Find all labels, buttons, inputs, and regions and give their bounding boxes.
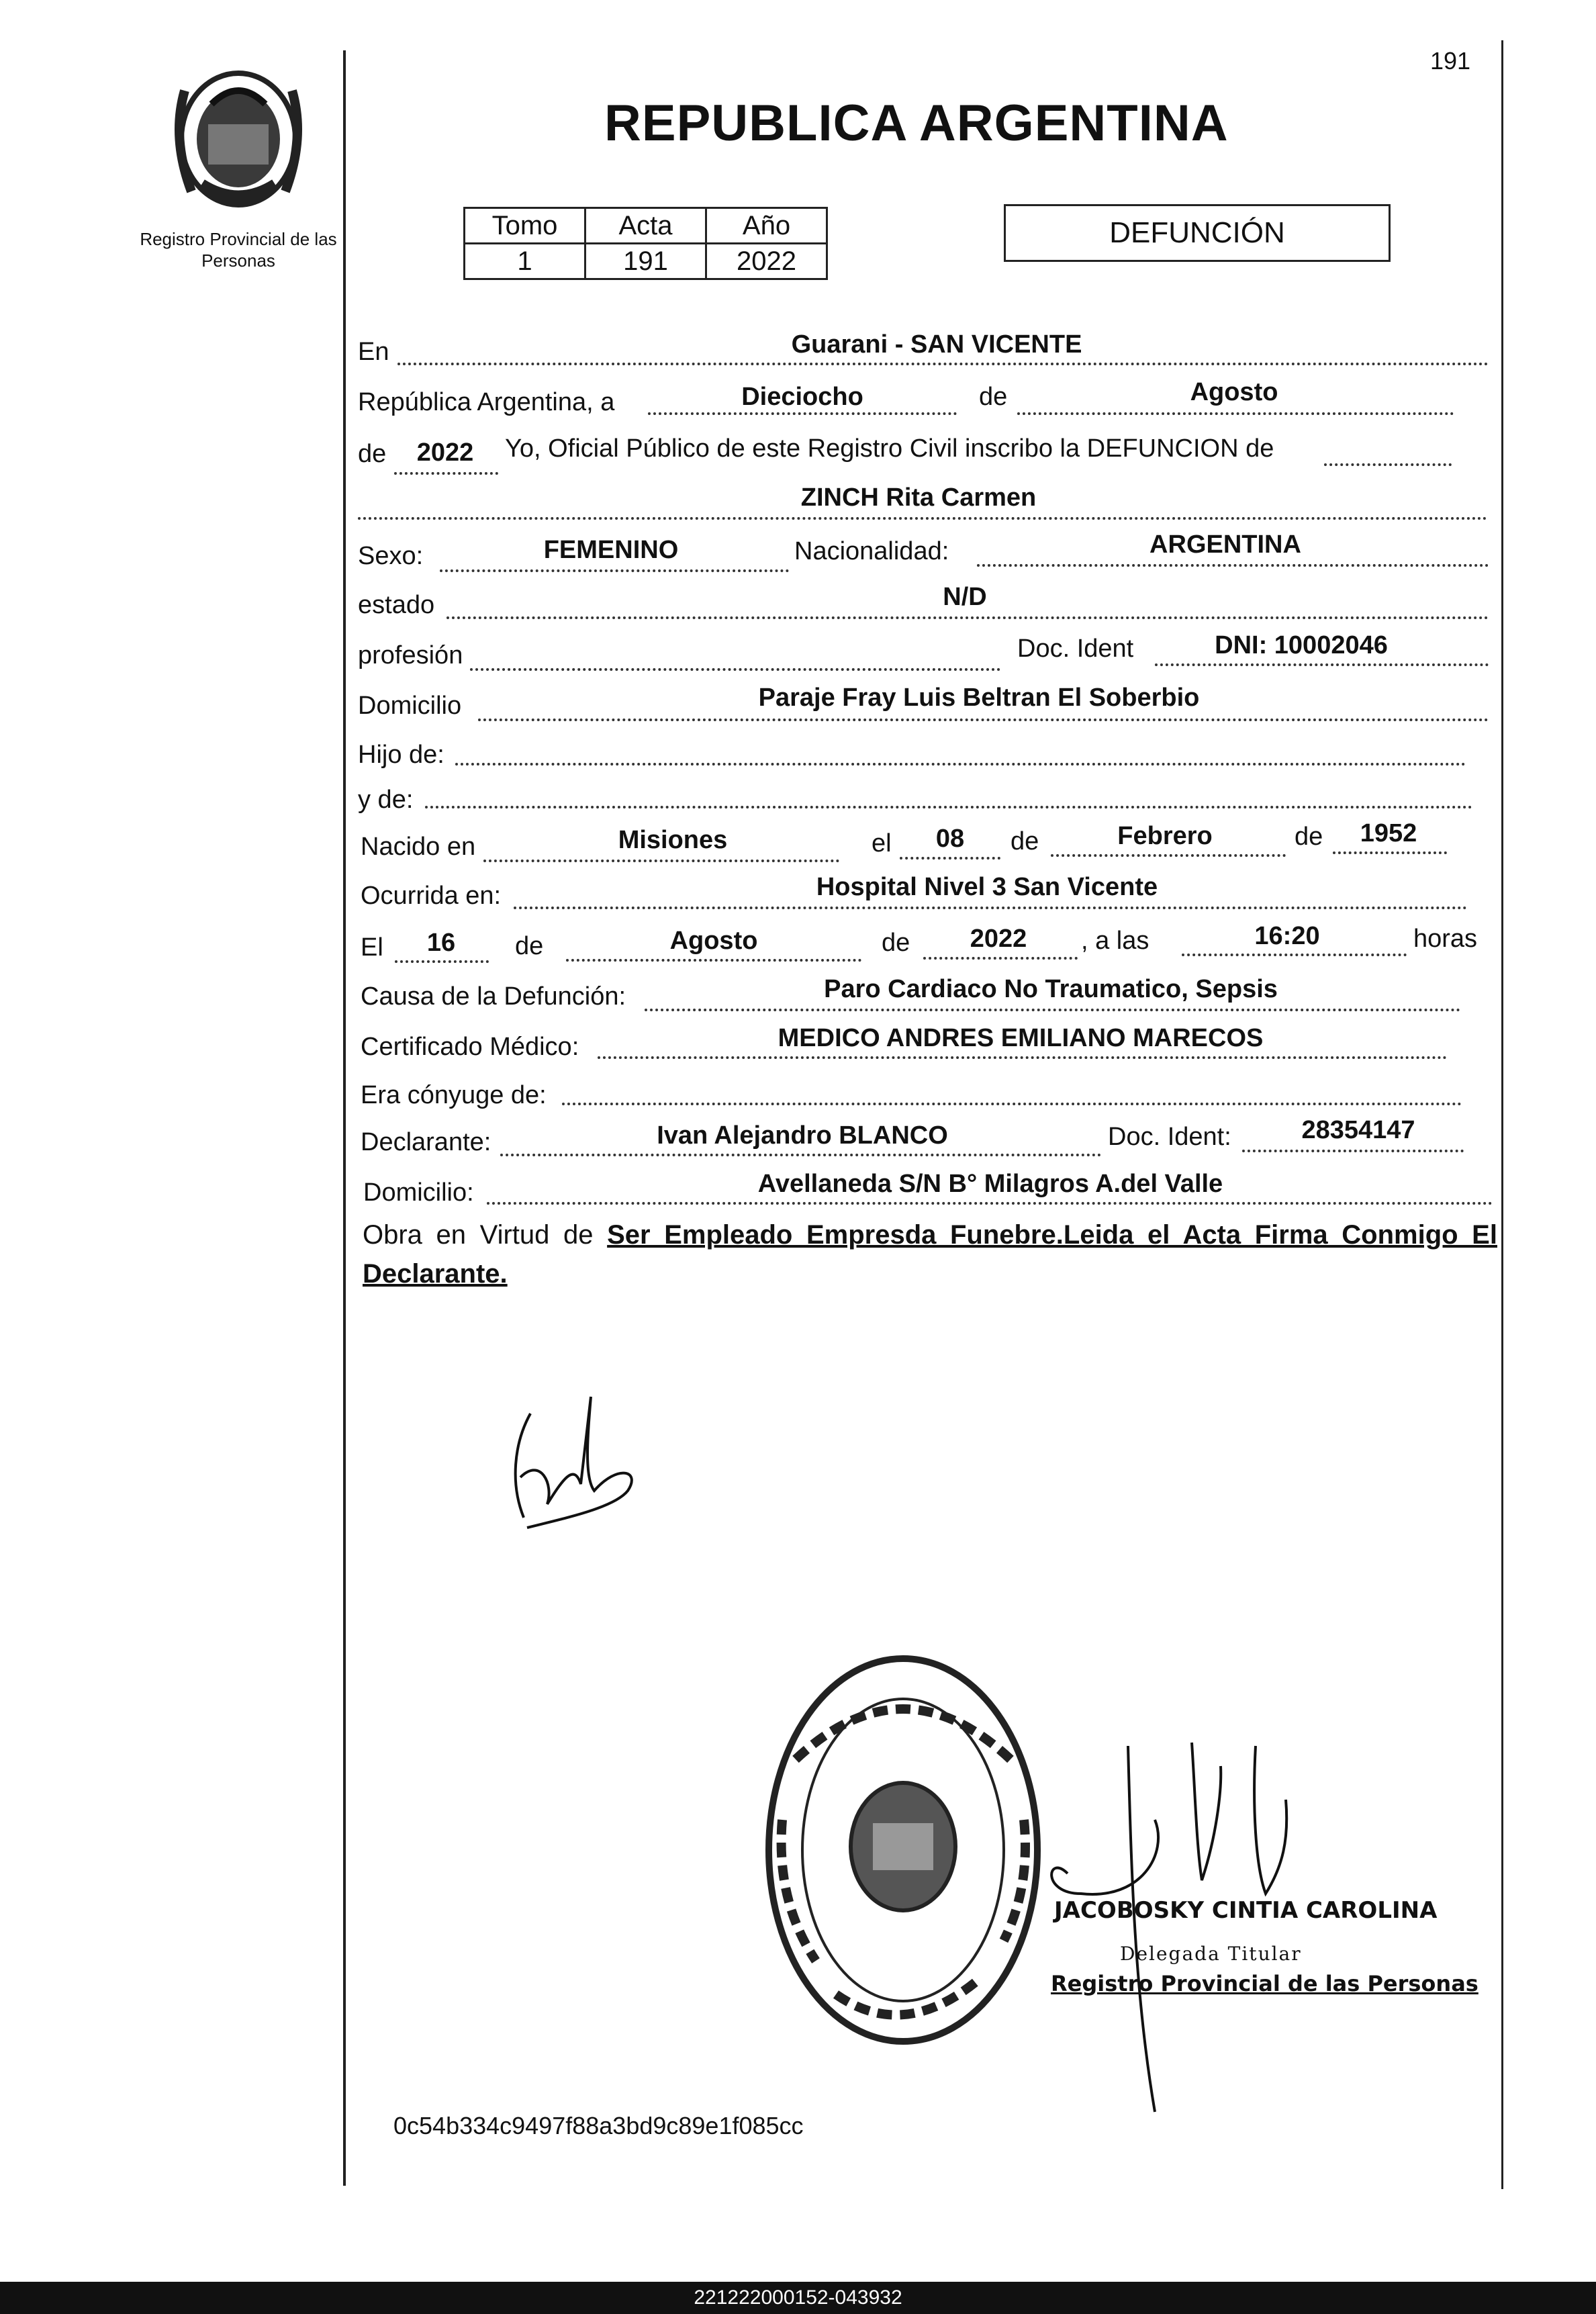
label-nacido-en: Nacido en [361, 833, 476, 861]
value-nacimiento-lugar: Misiones [618, 826, 728, 854]
line-domicilio [478, 719, 1489, 721]
label-declarante-doc: Doc. Ident: [1108, 1123, 1231, 1151]
value-nacimiento-dia: 08 [935, 825, 965, 853]
label-domicilio: Domicilio [358, 692, 462, 720]
line-profesion [470, 668, 1000, 671]
col-acta-header: Acta [585, 208, 706, 244]
value-nacionalidad: ARGENTINA [1149, 530, 1301, 559]
label-de-2: de [358, 440, 387, 468]
line-fallecimiento-anio [923, 957, 1078, 960]
line-declarante-doc [1242, 1150, 1464, 1152]
line-doc-ident [1155, 663, 1489, 666]
label-declarante-domicilio: Domicilio: [363, 1178, 474, 1207]
value-anio: 2022 [416, 438, 474, 467]
official-name: JACOBOSKY CINTIA CAROLINA [1054, 1897, 1438, 1924]
line-certificado [598, 1056, 1447, 1059]
label-yo-oficial: Yo, Oficial Público de este Registro Civil inscribo la DEFUNCION de [505, 434, 1274, 463]
acta-value: 191 [585, 244, 706, 279]
line-nacimiento-mes [1051, 854, 1286, 857]
line-causa [645, 1009, 1460, 1011]
line-dia [648, 412, 957, 415]
line-nacionalidad [977, 564, 1489, 567]
page-number: 191 [1430, 47, 1471, 75]
declarant-signature [500, 1383, 655, 1538]
registry-seal [755, 1645, 1051, 2055]
line-fallecimiento-dia [395, 960, 489, 963]
line-nacimiento-dia [900, 857, 1000, 860]
value-declarante-domicilio: Avellaneda S/N B° Milagros A.del Valle [757, 1170, 1223, 1198]
document-hash: 0c54b334c9497f88a3bd9c89e1f085cc [393, 2112, 804, 2139]
value-ocurrida-en: Hospital Nivel 3 San Vicente [816, 873, 1158, 901]
line-hijo-de [455, 763, 1466, 766]
value-dia: Dieciocho [741, 383, 863, 411]
value-estado: N/D [943, 583, 987, 611]
label-a-las: , a las [1081, 927, 1149, 955]
line-yo-end [1324, 463, 1452, 466]
label-hijo-de: Hijo de: [358, 741, 444, 769]
value-domicilio: Paraje Fray Luis Beltran El Soberbio [758, 684, 1200, 712]
value-certificado: MEDICO ANDRES EMILIANO MARECOS [778, 1024, 1264, 1052]
anio-value: 2022 [706, 244, 827, 279]
line-y-de [425, 806, 1472, 808]
official-registry: Registro Provincial de las Personas [1051, 1971, 1478, 1996]
line-nacimiento-lugar [483, 860, 839, 862]
label-de-1: de [979, 383, 1008, 411]
official-signature [1041, 1739, 1343, 2115]
line-anio [394, 472, 498, 475]
col-tomo-header: Tomo [465, 208, 585, 244]
provincia-misiones-crest-icon [165, 64, 312, 215]
label-y-de: y de: [358, 786, 414, 814]
label-el-nac: el [872, 829, 892, 858]
tomo-value: 1 [465, 244, 585, 279]
record-type-box: DEFUNCIÓN [1004, 204, 1391, 262]
label-doc-ident: Doc. Ident [1017, 635, 1134, 663]
value-lugar: Guarani - SAN VICENTE [791, 330, 1082, 359]
line-ocurrida-en [514, 907, 1467, 909]
tomo-acta-table [463, 207, 828, 280]
line-nacimiento-anio [1333, 851, 1447, 854]
label-profesion: profesión [358, 641, 463, 669]
value-hora: 16:20 [1254, 922, 1320, 950]
left-border-line [343, 50, 346, 2186]
label-estado: estado [358, 591, 435, 619]
value-causa: Paro Cardiaco No Traumatico, Sepsis [824, 975, 1278, 1003]
label-de-fall-1: de [515, 932, 544, 960]
line-declarante [500, 1154, 1101, 1156]
line-declarante-domicilio [487, 1202, 1493, 1205]
label-de-nac-2: de [1295, 823, 1323, 851]
line-en [397, 363, 1489, 365]
label-nacionalidad: Nacionalidad: [794, 537, 949, 565]
value-obra-en-virtud: Ser Empleado Empresda Funebre.Leida el Acta Firma Conmigo El Declarante. [363, 1220, 1497, 1289]
label-conyuge: Era cónyuge de: [361, 1081, 547, 1109]
value-nacimiento-anio: 1952 [1360, 819, 1417, 847]
document-title: REPUBLICA ARGENTINA [604, 95, 1229, 152]
value-declarante: Ivan Alejandro BLANCO [657, 1121, 948, 1150]
obra-en-virtud-paragraph [363, 1215, 1497, 1293]
value-fallecido: ZINCH Rita Carmen [800, 483, 1037, 512]
label-obra-en-virtud: Obra en Virtud de [363, 1220, 594, 1250]
footer-code-bar: 221222000152-043932 [0, 2282, 1596, 2314]
label-republica-a: República Argentina, a [358, 388, 615, 416]
registry-label: Registro Provincial de las Personas [140, 229, 337, 271]
value-documento: DNI: 10002046 [1215, 631, 1388, 659]
label-declarante: Declarante: [361, 1128, 491, 1156]
line-hora [1182, 954, 1407, 956]
official-role: Delegada Titular [1120, 1943, 1302, 1965]
line-fallecido [358, 517, 1487, 520]
value-declarante-doc: 28354147 [1301, 1116, 1415, 1144]
label-de-fall-2: de [882, 929, 910, 957]
line-fallecimiento-mes [566, 959, 861, 962]
right-border-line [1501, 40, 1503, 2189]
label-ocurrida-en: Ocurrida en: [361, 882, 502, 910]
label-en: En [358, 338, 389, 366]
line-estado [447, 616, 1489, 619]
value-fallecimiento-anio: 2022 [970, 925, 1027, 953]
col-anio-header: Año [706, 208, 827, 244]
label-el: El [361, 933, 383, 962]
line-sexo [440, 569, 789, 572]
value-fallecimiento-dia: 16 [426, 929, 456, 957]
value-sexo: FEMENINO [543, 536, 679, 564]
value-nacimiento-mes: Febrero [1117, 822, 1213, 850]
value-fallecimiento-mes: Agosto [669, 927, 758, 955]
label-sexo: Sexo: [358, 542, 424, 570]
line-conyuge [562, 1103, 1462, 1105]
label-de-nac-1: de [1011, 827, 1039, 855]
line-mes [1017, 412, 1454, 415]
label-certificado: Certificado Médico: [361, 1033, 579, 1061]
value-mes: Agosto [1190, 378, 1278, 406]
label-horas: horas [1413, 925, 1478, 953]
label-causa: Causa de la Defunción: [361, 982, 626, 1011]
